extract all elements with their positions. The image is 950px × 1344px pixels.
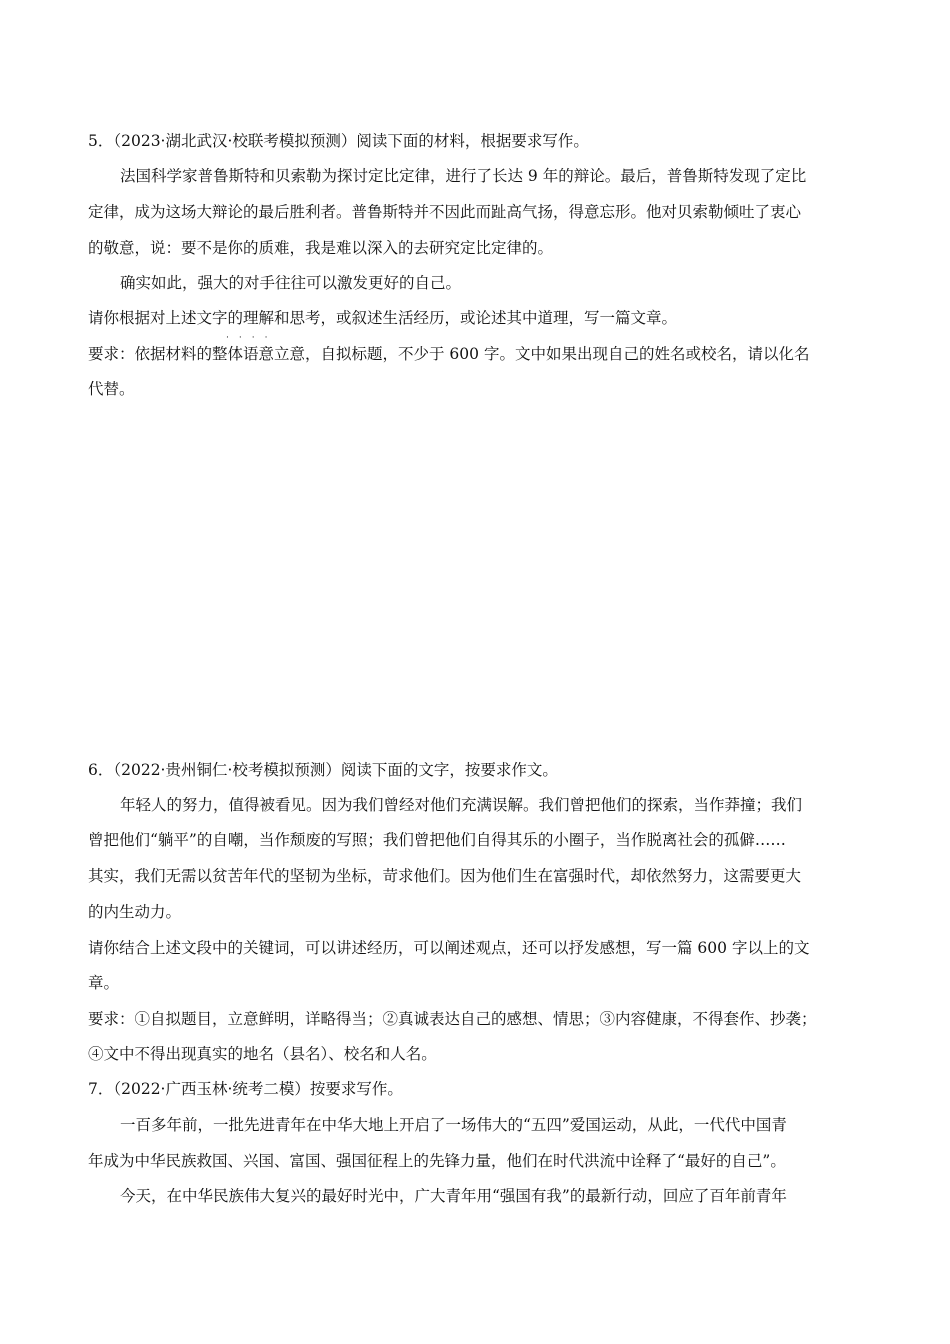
q5-requirement-line: 代替。: [88, 380, 135, 398]
q6-paragraph-line: 年轻人的努力，值得被看见。因为我们曾经对他们充满误解。我们曾把他们的探索，当作莽撞；我们: [120, 796, 803, 814]
q5-paragraph-line: 的敬意，说：要不是你的质难，我是难以深入的去研究定比定律的。: [88, 239, 554, 257]
emphasis-dots: ····: [226, 333, 278, 343]
q5-paragraph-line: 法国科学家普鲁斯特和贝索勒为探讨定比定律，进行了长达 9 年的辩论。最后，普鲁斯特发现了定比: [120, 167, 807, 185]
q6-paragraph-line: 其实，我们无需以贫苦年代的坚韧为坐标，苛求他们。因为他们生在富强时代，却依然努力，这需要更大: [88, 867, 802, 885]
q6-instruction-line: 请你结合上述文段中的关键词，可以讲述经历，可以阐述观点，还可以抒发感想，写一篇 600 字以上的文: [88, 939, 810, 957]
q7-header: 7．（2022·广西玉林·统考二模）按要求写作。: [88, 1080, 403, 1098]
q6-header: 6．（2022·贵州铜仁·校考模拟预测）阅读下面的文字，按要求作文。: [88, 761, 558, 779]
q5-requirement-line: 要求：依据材料的整体语意立意，自拟标题，不少于 600 字。文中如果出现自己的姓名或校名，请以化名: [88, 345, 810, 363]
q6-paragraph-line: 的内生动力。: [88, 903, 182, 921]
q6-paragraph-line: 曾把他们“躺平”的自嘲，当作颓废的写照；我们曾把他们自得其乐的小圈子，当作脱离社会的孤僻……: [88, 831, 786, 849]
q5-paragraph-line: 确实如此，强大的对手往往可以激发更好的自己。: [120, 274, 462, 292]
q5-instruction: 请你根据对上述文字的理解和思考，或叙述生活经历，或论述其中道理，写一篇文章。: [88, 309, 678, 327]
q6-requirement-line: 要求：①自拟题目，立意鲜明，详略得当；②真诚表达自己的感想、情思；③内容健康，不得套作、抄袭；: [88, 1010, 817, 1028]
q7-paragraph-line: 今天，在中华民族伟大复兴的最好时光中，广大青年用“强国有我”的最新行动，回应了百年前青年: [120, 1187, 787, 1205]
q7-paragraph-line: 一百多年前，一批先进青年在中华大地上开启了一场伟大的“五四”爱国运动，从此，一代代中国青: [120, 1116, 787, 1134]
q7-paragraph-line: 年成为中华民族救国、兴国、富国、强国征程上的先锋力量，他们在时代洪流中诠释了“最好的自己”。: [88, 1152, 786, 1170]
q5-header: 5．（2023·湖北武汉·校联考模拟预测）阅读下面的材料，根据要求写作。: [88, 132, 589, 150]
q6-instruction-line: 章。: [88, 974, 120, 992]
q6-requirement-line: ④文中不得出现真实的地名（县名）、校名和人名。: [88, 1045, 437, 1063]
q5-paragraph-line: 定律，成为这场大辩论的最后胜利者。普鲁斯特并不因此而趾高气扬，得意忘形。他对贝索勒倾吐了衷心: [88, 203, 802, 221]
